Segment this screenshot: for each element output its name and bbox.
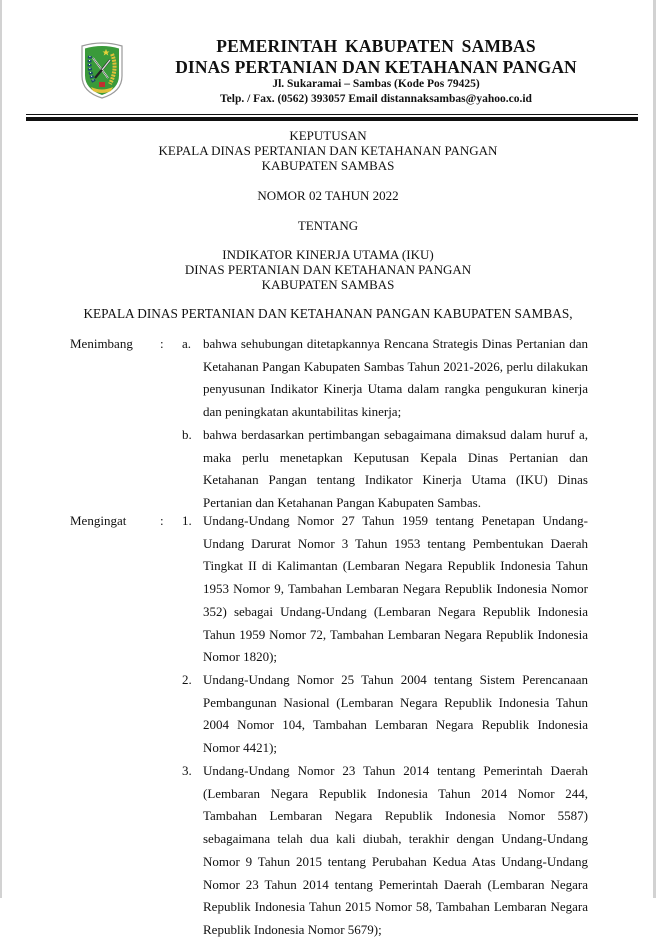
menimbang-label: Menimbang [70, 336, 133, 351]
mengingat-colon: : [160, 513, 164, 528]
decree-heading-block [26, 128, 630, 173]
decree-subject-line3: KABUPATEN SAMBAS [261, 277, 395, 292]
viewer-left-border [0, 0, 2, 898]
item-text: Undang-Undang Nomor 25 Tahun 2004 tentang Sistem Perencanaan Pembangunan Nasional (Lembaran Negara Republik Indonesia Tahun 2004 Nomor 104, Tambahan Lembaran Negara Republik Indonesia Nomor 4421); [203, 672, 588, 756]
decree-about: TENTANG [297, 218, 359, 233]
agency-name: DINAS PERTANIAN DAN KETAHANAN PANGAN [175, 57, 577, 77]
item-marker: 3. [182, 763, 192, 778]
item-text: Undang-Undang Nomor 23 Tahun 2014 tentang Pemerintah Daerah (Lembaran Negara Republik Indonesia Tahun 2014 Nomor 244, Tambahan Lembaran Negara Republik Indonesia Nomor 5587) sebagaimana telah dua kali diubah, terakhir dengan Undang-Undang Nomor 9 Tahun 2015 tentang Perubahan Kedua Atas Undang-Undang Nomor 23 Tahun 2014 tentang Pemerintah Daerah (Lembaran Negara Republik Indonesia Tahun 2015 Nomor 58, Tambahan Lembaran Negara Republik Indonesia Nomor 5679); [203, 763, 588, 937]
item-text: Undang-Undang Nomor 27 Tahun 1959 tentang Penetapan Undang-Undang Darurat Nomor 3 Tahun 1953 tentang Pembentukan Daerah Tingkat II di Kalimantan (Lembaran Negara Republik Indonesia Tahun 1953 Nomor 9, Tambahan Lembaran Negara Republik Indonesia Nomor 352) sebagai Undang-Undang (Lembaran Negara Republik Indonesia Tahun 1959 Nomor 72, Tambahan Lembaran Negara Republik Indonesia Nomor 1820); [203, 513, 588, 665]
decree-issuer-line2: KABUPATEN SAMBAS [261, 158, 395, 173]
item-marker: b. [182, 427, 192, 442]
mengingat-label: Mengingat [70, 513, 127, 528]
agency-address: Jl. Sukaramai – Sambas (Kode Pos 79425) [272, 78, 480, 90]
government-name: PEMERINTAH KABUPATEN SAMBAS [216, 36, 536, 56]
decree-subject-block [26, 247, 630, 292]
decree-subject-line1: INDIKATOR KINERJA UTAMA (IKU) [222, 247, 434, 262]
item-marker: 1. [182, 513, 192, 528]
letterhead-divider-thick [26, 117, 638, 121]
item-text: bahwa sehubungan ditetapkannya Rencana Strategis Dinas Pertanian dan Ketahanan Pangan Kabupaten Sambas Tahun 2021-2026, perlu dilakukan penyusunan Indikator Kinerja Utama dalam rangka pengukuran kinerja dan peningkatan akuntabilitas kinerja; [203, 336, 588, 420]
decree-heading: KEPUTUSAN [289, 128, 367, 143]
kabupaten-sambas-emblem-icon [78, 40, 126, 100]
decree-number: NOMOR 02 TAHUN 2022 [257, 188, 399, 203]
agency-contact: Telp. / Fax. (0562) 393057 Email distannaksambas@yahoo.co.id [220, 93, 532, 105]
decree-subject-line2: DINAS PERTANIAN DAN KETAHANAN PANGAN [184, 262, 472, 277]
decree-issuer-line1: KEPALA DINAS PERTANIAN DAN KETAHANAN PANGAN [158, 143, 498, 158]
letterhead-divider-thin [26, 114, 638, 115]
item-marker: 2. [182, 672, 192, 687]
menimbang-colon: : [160, 336, 164, 351]
letterhead [26, 36, 638, 116]
letterhead-text [136, 36, 616, 107]
item-text: bahwa berdasarkan pertimbangan sebagaimana dimaksud dalam huruf a, maka perlu menetapkan Keputusan Kepala Dinas Pertanian dan Ketahanan Pangan tentang Indikator Kinerja Utama (IKU) Dinas Pertanian dan Ketahanan Pangan Kabupaten Sambas. [203, 427, 588, 511]
decree-preamble: KEPALA DINAS PERTANIAN DAN KETAHANAN PANGAN KABUPATEN SAMBAS, [83, 306, 573, 321]
item-marker: a. [182, 336, 192, 351]
